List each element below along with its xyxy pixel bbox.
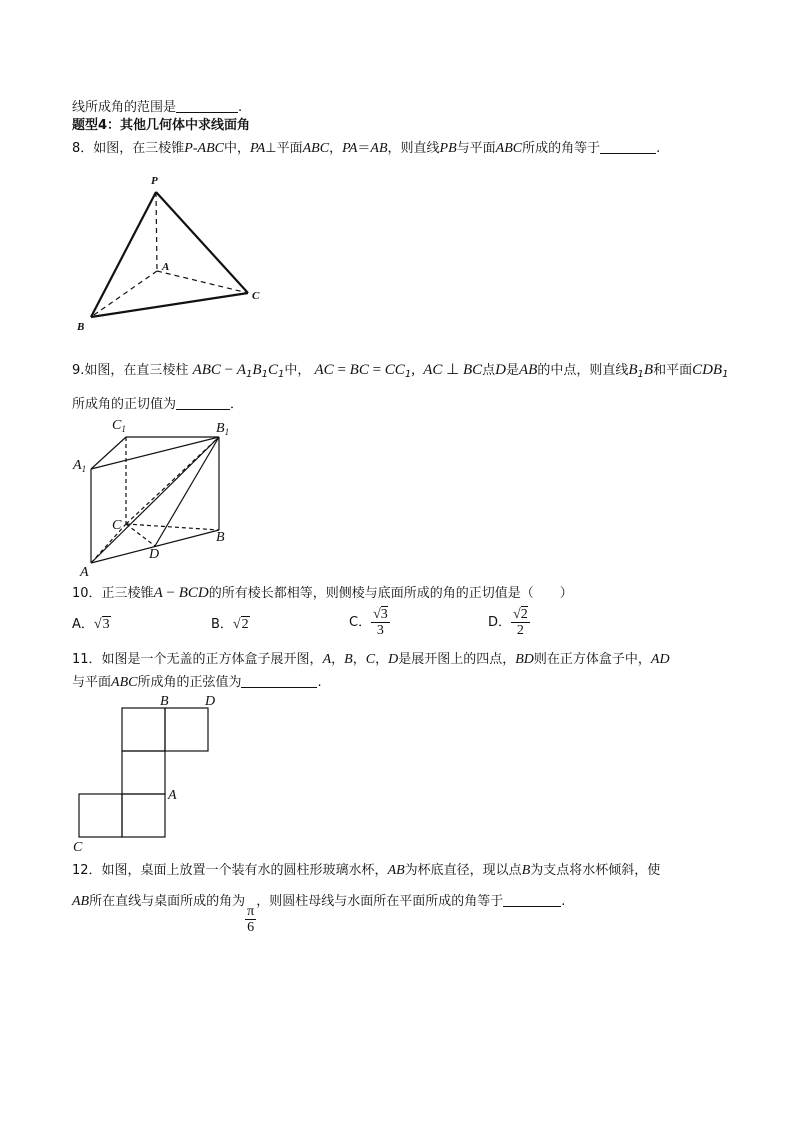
label-b: B bbox=[216, 530, 225, 545]
question-10: 10．正三棱锥A − BCD的所有棱长都相等，则侧棱与底面所成的角的正切值是（ ） bbox=[72, 585, 573, 601]
label-b1: $B_1$ bbox=[216, 421, 230, 437]
question-12: 12．如图，桌面上放置一个装有水的圆柱形玻璃水杯，AB为杯底直径，现以点B为支点将水杯倾斜，使 bbox=[72, 863, 661, 878]
label-a1: $A_1$ bbox=[73, 458, 87, 474]
option-d[interactable]: D． $\frac{√2}{2}$ bbox=[488, 607, 528, 638]
option-c[interactable]: C． $\frac{√3}{3}$ bbox=[349, 607, 388, 638]
label-d: D bbox=[205, 694, 216, 709]
label-c: C bbox=[252, 290, 260, 302]
label-p: P bbox=[151, 175, 158, 187]
question-12-line2: AB所在直线与桌面所成的角为 $\frac{\pi}{6}$ ，则圆柱母线与水面所在平面所成的角等于 . bbox=[72, 894, 566, 935]
section-title: 题型4：其他几何体中求线面角 bbox=[72, 118, 251, 133]
question-9: 9.如图，在直三棱柱 ABC − $A_1B_1C_1$中， AC = BC = $CC_1$, AC ⊥ BC点D是AB的中点，则直线$B_1B$和平面$CDB_1$ bbox=[72, 362, 729, 380]
label-c1: $C_1$ bbox=[112, 418, 126, 434]
question-11: 11．如图是一个无盖的正方体盒子展开图，A，B，C，D是展开图上的四点，BD则在正方体盒子中，AD bbox=[72, 652, 670, 667]
option-a[interactable]: A．√3 bbox=[72, 617, 110, 632]
top-line: 线所成角的范围是 . bbox=[72, 100, 243, 115]
figure-q11-cube-net bbox=[79, 708, 208, 837]
label-a: A bbox=[168, 788, 177, 803]
figure-q8-tetrahedron bbox=[91, 192, 248, 317]
label-b: B bbox=[77, 321, 85, 333]
label-c: C bbox=[112, 518, 122, 533]
option-b[interactable]: B．√2 bbox=[211, 617, 249, 632]
question-8: 8．如图，在三棱锥P-ABC中，PA⊥平面ABC，PA＝AB，则直线PB与平面ABC所成的角等于 . bbox=[72, 141, 661, 156]
label-a: A bbox=[80, 565, 89, 580]
label-b: B bbox=[160, 694, 169, 709]
question-11-line2: 与平面ABC所成角的正弦值为 . bbox=[72, 675, 322, 690]
label-d: D bbox=[149, 547, 160, 562]
label-a: A bbox=[162, 261, 170, 273]
question-9-line2: 所成角的正切值为 ． bbox=[72, 397, 244, 412]
label-c: C bbox=[73, 840, 83, 855]
figure-q9-prism bbox=[91, 437, 219, 563]
